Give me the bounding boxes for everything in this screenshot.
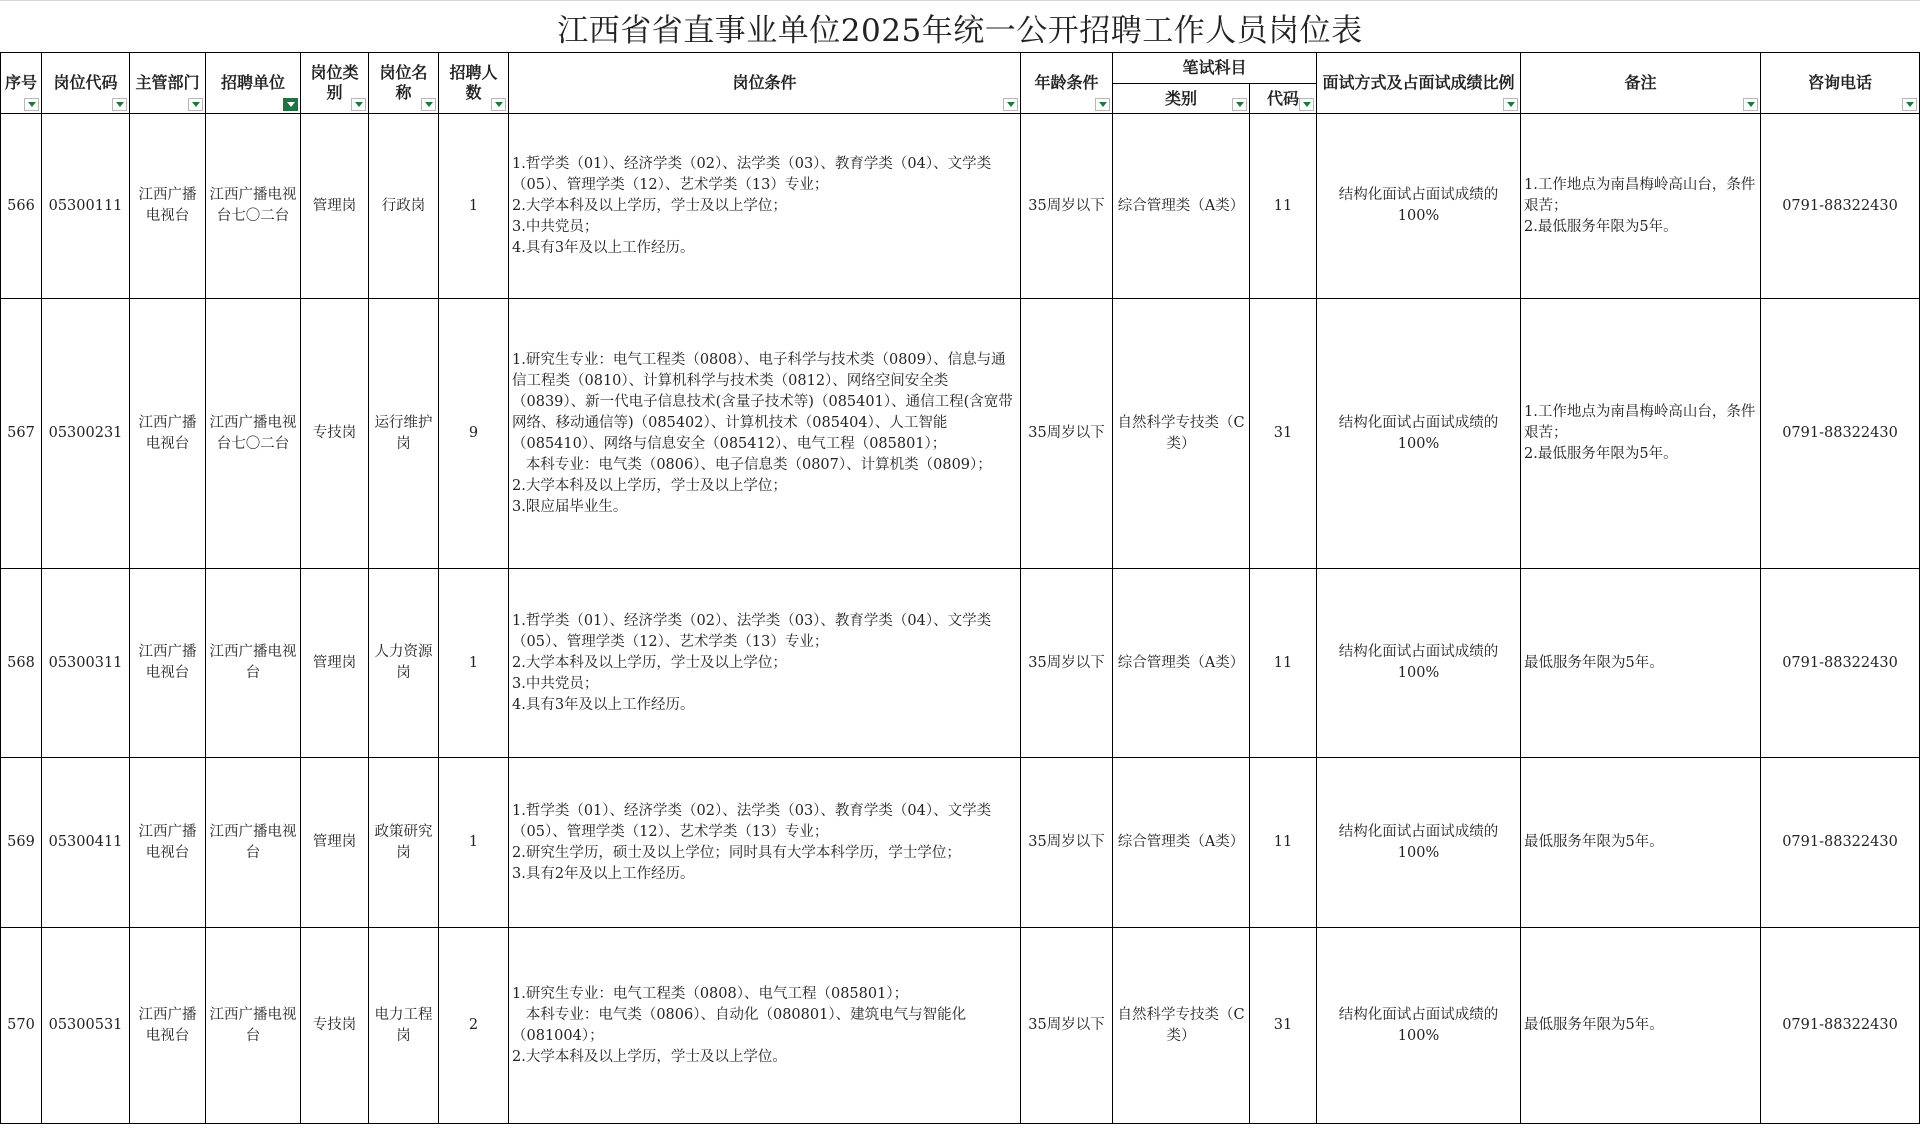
header-exam-label: 笔试科目 xyxy=(1182,58,1247,77)
condition-line: 3.中共党员； xyxy=(512,675,599,692)
cell-code[interactable]: 05300311 xyxy=(42,569,130,758)
header-cond[interactable] xyxy=(509,53,1021,114)
header-type[interactable] xyxy=(301,53,369,114)
cell-dept[interactable]: 江西广播电视台 xyxy=(130,114,206,299)
cell-count[interactable]: 1 xyxy=(439,758,509,928)
header-interview-label: 面试方式及占面试成绩比例 xyxy=(1322,73,1515,92)
condition-line: 1.研究生专业：电气工程类（0808）、电气工程（085801）； xyxy=(512,985,909,1002)
condition-line: 2.研究生学历，硕士及以上学位；同时具有大学本科学历，学士学位； xyxy=(512,844,961,861)
positions-table xyxy=(0,52,1920,1124)
header-age[interactable] xyxy=(1021,53,1113,114)
cell-interview[interactable]: 结构化面试占面试成绩的100% xyxy=(1317,299,1521,569)
cell-count[interactable]: 1 xyxy=(439,569,509,758)
header-seq[interactable] xyxy=(1,53,42,114)
remark-line: 最低服务年限为5年。 xyxy=(1524,654,1664,671)
cell-exam-code[interactable]: 31 xyxy=(1250,928,1317,1124)
condition-line: 3.限应届毕业生。 xyxy=(512,498,628,515)
cell-conditions[interactable] xyxy=(509,114,1021,299)
remark-line: 1.工作地点为南昌梅岭高山台，条件艰苦； xyxy=(1524,176,1756,214)
title-row xyxy=(0,0,1920,53)
filter-dropdown-icon[interactable] xyxy=(1003,98,1018,111)
condition-line: 1.哲学类（01）、经济学类（02）、法学类（03）、教育学类（04）、文学类（05）、管理学类（12）、艺术学类（13）专业； xyxy=(512,612,992,650)
cell-remark[interactable] xyxy=(1521,928,1761,1124)
filter-dropdown-icon[interactable] xyxy=(1902,98,1917,111)
condition-line: 4.具有3年及以上工作经历。 xyxy=(512,239,695,256)
header-exam-cat-label: 类别 xyxy=(1164,88,1197,108)
filter-dropdown-icon[interactable] xyxy=(188,98,203,111)
cell-age[interactable]: 35周岁以下 xyxy=(1021,758,1113,928)
header-age-label: 年龄条件 xyxy=(1034,73,1099,92)
cell-type[interactable]: 专技岗 xyxy=(301,299,369,569)
cell-exam-code[interactable]: 11 xyxy=(1250,569,1317,758)
cell-exam-code[interactable]: 11 xyxy=(1250,758,1317,928)
cell-age[interactable]: 35周岁以下 xyxy=(1021,928,1113,1124)
cell-name[interactable]: 人力资源岗 xyxy=(369,569,439,758)
condition-line: 3.具有2年及以上工作经历。 xyxy=(512,865,695,882)
header-name[interactable] xyxy=(369,53,439,114)
sheet-title: 江西省省直事业单位2025年统一公开招聘工作人员岗位表 xyxy=(557,12,1363,49)
remark-line: 1.工作地点为南昌梅岭高山台，条件艰苦； xyxy=(1524,404,1756,441)
cell-exam-code[interactable]: 11 xyxy=(1250,114,1317,299)
cell-exam-code[interactable]: 31 xyxy=(1250,299,1317,569)
header-code[interactable] xyxy=(42,53,130,114)
cell-unit[interactable]: 江西广播电视台 xyxy=(206,569,301,758)
remark-line: 2.最低服务年限为5年。 xyxy=(1524,446,1678,462)
cell-conditions[interactable] xyxy=(509,928,1021,1124)
condition-line: 2.大学本科及以上学历，学士及以上学位； xyxy=(512,654,787,671)
filter-dropdown-icon[interactable] xyxy=(491,98,506,111)
cell-name[interactable]: 电力工程岗 xyxy=(369,928,439,1124)
cell-phone[interactable]: 0791-88322430 xyxy=(1761,928,1920,1124)
cell-type[interactable]: 管理岗 xyxy=(301,114,369,299)
cell-name[interactable]: 政策研究岗 xyxy=(369,758,439,928)
cell-phone[interactable]: 0791-88322430 xyxy=(1761,758,1920,928)
table-row xyxy=(1,114,1920,299)
cell-exam-category[interactable]: 综合管理类（A类） xyxy=(1113,758,1250,928)
condition-line: 2.大学本科及以上学历，学士及以上学位； xyxy=(512,197,787,214)
cell-code[interactable]: 05300411 xyxy=(42,758,130,928)
cell-seq[interactable]: 568 xyxy=(1,569,42,758)
header-cond-label: 岗位条件 xyxy=(732,73,797,92)
cell-exam-category[interactable]: 自然科学专技类（C类） xyxy=(1113,299,1250,569)
cell-interview[interactable]: 结构化面试占面试成绩的100% xyxy=(1317,758,1521,928)
cell-unit[interactable]: 江西广播电视台七〇二台 xyxy=(206,114,301,299)
remark-line: 2.最低服务年限为5年。 xyxy=(1524,218,1678,235)
filter-active-icon[interactable] xyxy=(283,98,298,111)
cell-interview[interactable]: 结构化面试占面试成绩的100% xyxy=(1317,569,1521,758)
cell-conditions[interactable] xyxy=(509,758,1021,928)
cell-interview[interactable]: 结构化面试占面试成绩的100% xyxy=(1317,114,1521,299)
cell-unit[interactable]: 江西广播电视台 xyxy=(206,928,301,1124)
header-unit[interactable] xyxy=(206,53,301,114)
header-remark-label: 备注 xyxy=(1624,73,1657,92)
cell-seq[interactable]: 566 xyxy=(1,114,42,299)
cell-remark[interactable] xyxy=(1521,569,1761,758)
condition-line: 3.中共党员； xyxy=(512,218,599,235)
filter-dropdown-icon[interactable] xyxy=(1232,98,1247,111)
condition-line: 2.大学本科及以上学历，学士及以上学位； xyxy=(512,477,787,494)
cell-name[interactable]: 运行维护岗 xyxy=(369,299,439,569)
header-code-label: 岗位代码 xyxy=(53,73,118,92)
cell-remark[interactable] xyxy=(1521,758,1761,928)
filter-dropdown-icon[interactable] xyxy=(1743,98,1758,111)
cell-seq[interactable]: 569 xyxy=(1,758,42,928)
table-row xyxy=(1,569,1920,758)
filter-dropdown-icon[interactable] xyxy=(1503,98,1518,111)
cell-age[interactable]: 35周岁以下 xyxy=(1021,114,1113,299)
cell-unit[interactable]: 江西广播电视台 xyxy=(206,758,301,928)
header-remark[interactable] xyxy=(1521,53,1761,114)
cell-code[interactable]: 05300231 xyxy=(42,299,130,569)
filter-dropdown-icon[interactable] xyxy=(1299,98,1314,111)
cell-seq[interactable]: 570 xyxy=(1,928,42,1124)
cell-dept[interactable]: 江西广播电视台 xyxy=(130,758,206,928)
cell-phone[interactable]: 0791-88322430 xyxy=(1761,569,1920,758)
cell-unit[interactable]: 江西广播电视台七〇二台 xyxy=(206,299,301,569)
condition-line: 4.具有3年及以上工作经历。 xyxy=(512,696,695,713)
header-dept[interactable] xyxy=(130,53,206,114)
cell-conditions[interactable] xyxy=(509,299,1021,569)
filter-dropdown-icon[interactable] xyxy=(421,98,436,111)
condition-line: 1.哲学类（01）、经济学类（02）、法学类（03）、教育学类（04）、文学类（05）、管理学类（12）、艺术学类（13）专业； xyxy=(512,802,992,840)
cell-phone[interactable]: 0791-88322430 xyxy=(1761,114,1920,299)
cell-age[interactable]: 35周岁以下 xyxy=(1021,569,1113,758)
cell-dept[interactable]: 江西广播电视台 xyxy=(130,299,206,569)
header-phone[interactable] xyxy=(1761,53,1920,114)
cell-count[interactable]: 9 xyxy=(439,299,509,569)
cell-dept[interactable]: 江西广播电视台 xyxy=(130,569,206,758)
header-exam-code[interactable] xyxy=(1250,84,1317,114)
header-exam-cat[interactable] xyxy=(1113,84,1250,114)
cell-count[interactable]: 2 xyxy=(439,928,509,1124)
cell-type[interactable]: 管理岗 xyxy=(301,569,369,758)
header-exam-code-label: 代码 xyxy=(1267,88,1300,108)
cell-code[interactable]: 05300111 xyxy=(42,114,130,299)
cell-exam-category[interactable]: 综合管理类（A类） xyxy=(1113,569,1250,758)
header-type-label: 岗位类别 xyxy=(310,63,359,102)
cell-type[interactable]: 管理岗 xyxy=(301,758,369,928)
cell-conditions[interactable] xyxy=(509,569,1021,758)
header-name-label: 岗位名称 xyxy=(379,63,428,102)
cell-exam-category[interactable]: 自然科学专技类（C类） xyxy=(1113,928,1250,1124)
cell-seq[interactable]: 567 xyxy=(1,299,42,569)
cell-remark[interactable] xyxy=(1521,114,1761,299)
condition-line: 1.研究生专业：电气工程类（0808）、电子科学与技术类（0809）、信息与通信工程类（0810）、计算机科学与技术类（0812）、网络空间安全类（0839）、新一代电子信息技术(含量子技术等)（085401）、通信工程(含宽带网络、移动通信等)（085402）、计算机技术（085404）、人工智能（085410）、网络与信息安全（085412）、电气工程（085801）； xyxy=(512,351,1013,452)
filter-dropdown-icon[interactable] xyxy=(24,98,39,111)
filter-dropdown-icon[interactable] xyxy=(112,98,127,111)
header-unit-label: 招聘单位 xyxy=(220,73,285,92)
header-count-label: 招聘人数 xyxy=(449,63,498,102)
header-seq-label: 序号 xyxy=(4,73,37,92)
cell-exam-category[interactable]: 综合管理类（A类） xyxy=(1113,114,1250,299)
condition-line: 本科专业：电气类（0806）、自动化（080801）、建筑电气与智能化（081004）； xyxy=(512,1006,967,1044)
filter-dropdown-icon[interactable] xyxy=(1095,98,1110,111)
header-phone-label: 咨询电话 xyxy=(1808,73,1873,92)
table-row xyxy=(1,299,1920,569)
condition-line: 2.大学本科及以上学历，学士及以上学位。 xyxy=(512,1048,787,1065)
cell-code[interactable]: 05300531 xyxy=(42,928,130,1124)
remark-line: 最低服务年限为5年。 xyxy=(1524,1017,1664,1033)
header-dept-label: 主管部门 xyxy=(135,73,200,92)
cell-age[interactable]: 35周岁以下 xyxy=(1021,299,1113,569)
cell-dept[interactable]: 江西广播电视台 xyxy=(130,928,206,1124)
condition-line: 1.哲学类（01）、经济学类（02）、法学类（03）、教育学类（04）、文学类（05）、管理学类（12）、艺术学类（13）专业； xyxy=(512,155,992,193)
filter-dropdown-icon[interactable] xyxy=(351,98,366,111)
table-row xyxy=(1,928,1920,1124)
cell-count[interactable]: 1 xyxy=(439,114,509,299)
cell-remark[interactable] xyxy=(1521,299,1761,569)
header-exam xyxy=(1113,53,1317,84)
table-row xyxy=(1,758,1920,928)
header-count[interactable] xyxy=(439,53,509,114)
cell-phone[interactable]: 0791-88322430 xyxy=(1761,299,1920,569)
condition-line: 本科专业：电气类（0806）、电子信息类（0807）、计算机类（0809）； xyxy=(512,456,992,473)
cell-type[interactable]: 专技岗 xyxy=(301,928,369,1124)
header-interview[interactable] xyxy=(1317,53,1521,114)
cell-name[interactable]: 行政岗 xyxy=(369,114,439,299)
cell-interview[interactable]: 结构化面试占面试成绩的100% xyxy=(1317,928,1521,1124)
remark-line: 最低服务年限为5年。 xyxy=(1524,834,1664,850)
